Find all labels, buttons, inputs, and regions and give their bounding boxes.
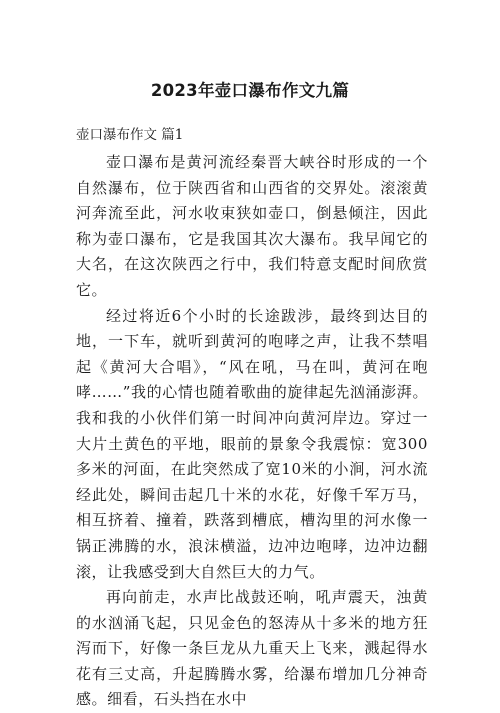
document-title: 2023年壶口瀑布作文九篇 (150, 81, 350, 100)
essay-body (76, 150, 428, 713)
paragraph-1: 壶口瀑布是黄河流经秦晋大峡谷时形成的一个自然瀑布，位于陕西省和山西省的交界处。滚滚黄河奔流至此，河水收束狭如壶口，倒悬倾注，因此称为壶口瀑布，它是我国其次大瀑布。我早闻它的大名，在这次陕西之行中，我们特意支配时间欣赏它。 (76, 153, 428, 299)
paragraph-2: 经过将近6个小时的长途跋涉，最终到达目的地，一下车，就听到黄河的咆哮之声，让我不禁唱起《黄河大合唱》，“风在吼，马在叫，黄河在咆哮……”我的心情也随着歌曲的旋律起先汹涌澎湃。我和我的小伙伴们第一时间冲向黄河岸边。穿过一大片土黄色的平地，眼前的景象令我震惊：宽300多米的河面，在此突然成了宽10米的小涧，河水流经此处，瞬间击起几十米的水花，好像千军万马，相互挤着、撞着，跌落到槽底，槽沟里的河水像一锅正沸腾的水，浪沫横溢，边冲边咆哮，边冲边翻滚，让我感受到大自然巨大的力气。 (76, 306, 428, 581)
section-heading: 壶口瀑布作文 篇1 (76, 127, 184, 143)
paragraph-3: 再向前走，水声比战鼓还响，吼声震天，浊黄的水汹涌飞起，只见金色的怒涛从十多米的地方狂泻而下，好像一条巨龙从九重天上飞来，溅起得水花有三丈高，升起腾腾水雾，给瀑布增加几分神奇感。细看，石头挡在水中 (76, 588, 428, 709)
